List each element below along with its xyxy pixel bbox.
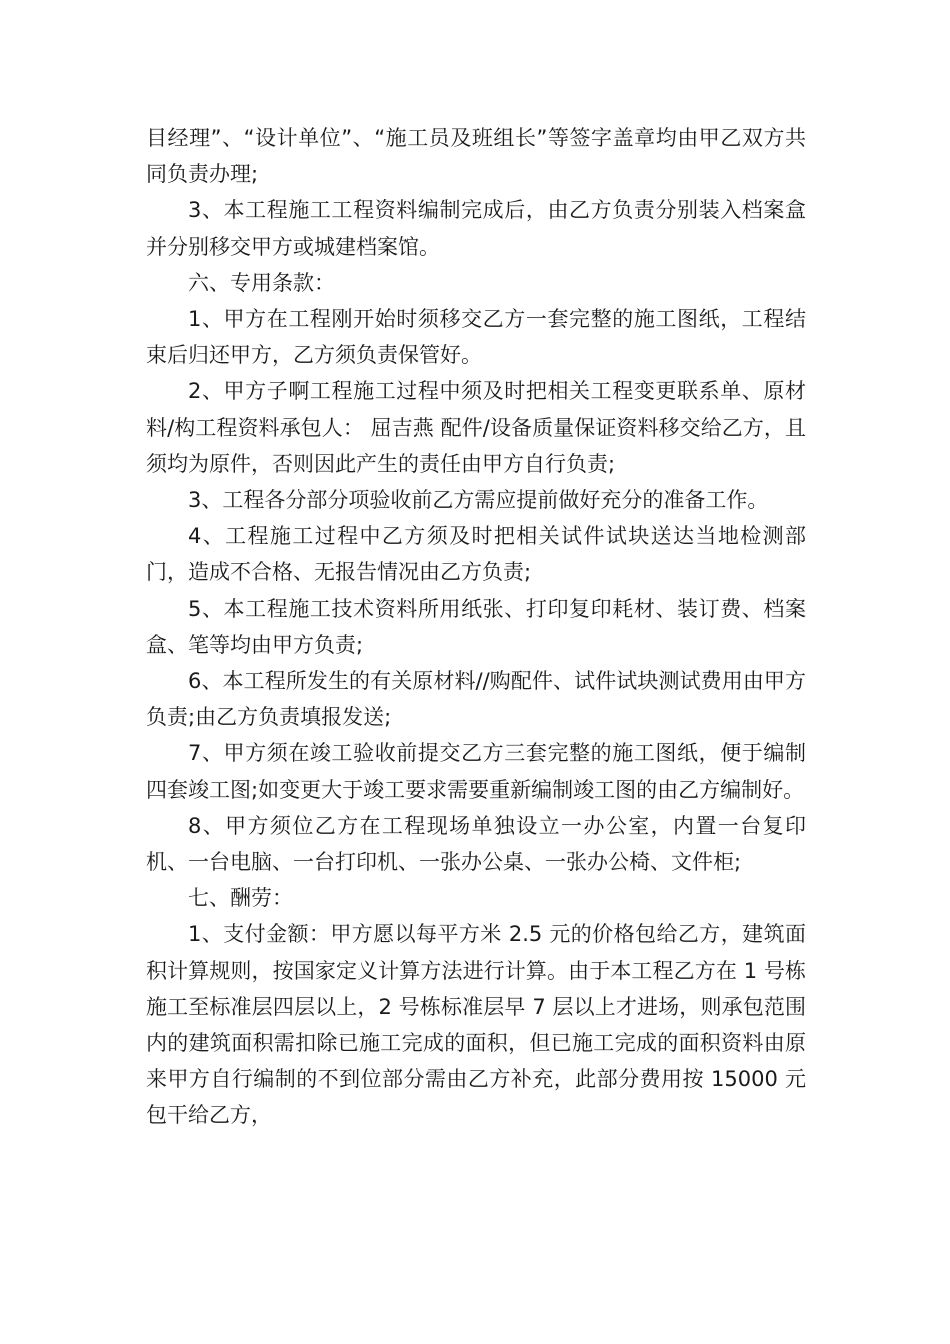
paragraph-7: 4、工程施工过程中乙方须及时把相关试件试块送达当地检测部门，造成不合格、无报告情况由乙方负责; — [146, 524, 806, 585]
paragraph-8: 5、本工程施工技术资料所用纸张、打印复印耗材、装订费、档案盒、笔等均由甲方负责; — [146, 596, 806, 657]
paragraph-5: 2、甲方子啊工程施工过程中须及时把相关工程变更联系单、原材料/构工程资料承包人： 屈吉燕 配件/设备质量保证资料移交给乙方，且须均为原件，否则因此产生的责任由甲方自行负责; — [146, 379, 806, 476]
paragraph-11: 8、甲方须位乙方在工程现场单独设立一办公室，内置一台复印机、一台电脑、一台打印机、一张办公桌、一张办公椅、文件柜; — [146, 813, 806, 875]
paragraph-4: 1、甲方在工程刚开始时须移交乙方一套完整的施工图纸，工程结束后归还甲方，乙方须负责保管好。 — [146, 307, 806, 368]
section-heading-special-terms: 六、专用条款： — [188, 270, 335, 295]
paragraph-10: 7、甲方须在竣工验收前提交乙方三套完整的施工图纸，便于编制四套竣工图;如变更大于竣工要求需要重新编制竣工图的由乙方编制好。 — [146, 741, 806, 802]
paragraph-13: 1、支付金额：甲方愿以每平方米 2.5 元的价格包给乙方，建筑面积计算规则，按国家定义计算方法进行计算。由于本工程乙方在 1 号栋施工至标准层四层以上，2 号栋标准层早 7 层以上才进场，则承包范围内的建筑面积需扣除已施工完成的面积，但已施工完成的面积资料由原来甲方自行编制的不到位部分需由乙方补充，此部分费用按 15000 元包干给乙方， — [146, 922, 806, 1128]
paragraph-1: 目经理”、“设计单位”、“施工员及班组长”等签字盖章均由甲乙双方共同负责办理; — [146, 126, 806, 187]
section-heading-remuneration: 七、酬劳： — [188, 886, 293, 911]
paragraph-9: 6、本工程所发生的有关原材料//购配件、试件试块测试费用由甲方负责;由乙方负责填报发送; — [146, 669, 806, 730]
paragraph-2: 3、本工程施工工程资料编制完成后，由乙方负责分别装入档案盒并分别移交甲方或城建档案馆。 — [146, 198, 806, 259]
document-body — [146, 120, 806, 1134]
paragraph-6: 3、工程各分部分项验收前乙方需应提前做好充分的准备工作。 — [188, 488, 769, 513]
